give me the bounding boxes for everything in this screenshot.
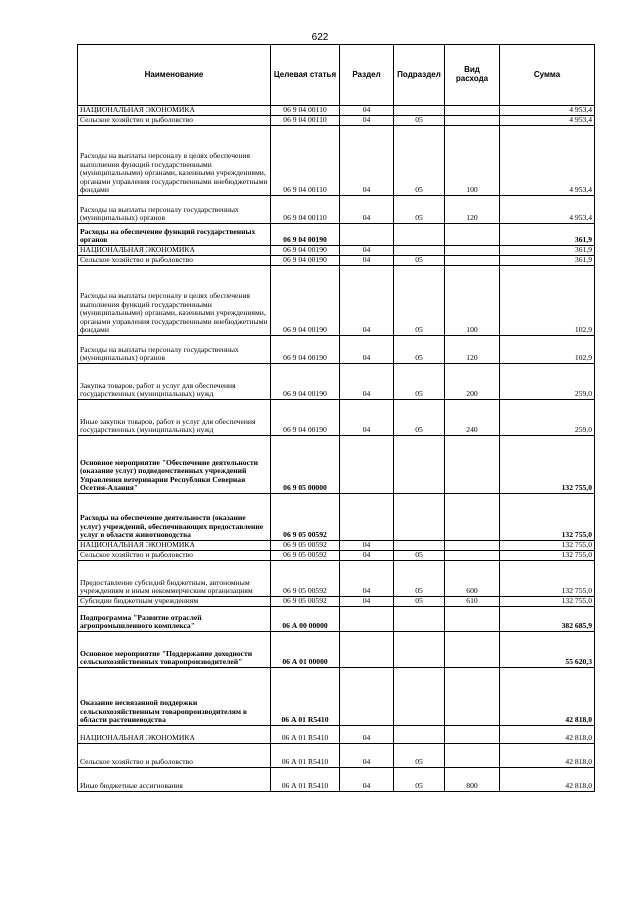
row-expense-type-cell: [445, 541, 500, 551]
row-expense-type-cell: 240: [445, 400, 500, 436]
row-name-cell: Подпрограмма "Развитие отраслей агропромышленного комплекса": [78, 607, 271, 632]
row-subsection-cell: [394, 632, 445, 668]
row-subsection-cell: [394, 106, 445, 116]
row-expense-type-cell: 600: [445, 561, 500, 597]
row-section-cell: 04: [340, 744, 394, 768]
header-row: [78, 45, 595, 106]
row-expense-type-cell: [445, 106, 500, 116]
row-expense-type-cell: 610: [445, 597, 500, 607]
row-name-cell: Расходы на выплаты персоналу в целях обеспечения выполнения функций государственными (муниципальными) органами, казенными учреждениями, органами управления государственными внебюджетными фондами: [78, 266, 271, 336]
row-section-cell: 04: [340, 400, 394, 436]
row-code-cell: 06 9 04 00190: [271, 256, 340, 266]
row-expense-type-cell: 100: [445, 126, 500, 196]
table-row: [78, 561, 595, 597]
table-row: [78, 726, 595, 744]
row-name-cell: Оказание несвязанной поддержки сельскохозяйственным товаропроизводителям в области растениеводства: [78, 668, 271, 726]
row-name-cell: Субсидии бюджетным учреждениям: [78, 597, 271, 607]
table-row: [78, 336, 595, 364]
row-expense-type-cell: [445, 256, 500, 266]
row-sum-cell: 42 818,0: [500, 768, 595, 792]
row-subsection-cell: 05: [394, 364, 445, 400]
row-expense-type-cell: [445, 668, 500, 726]
column-header-name: Наименование: [78, 45, 271, 106]
row-section-cell: 04: [340, 196, 394, 224]
row-expense-type-cell: 800: [445, 768, 500, 792]
row-subsection-cell: [394, 436, 445, 494]
row-expense-type-cell: [445, 632, 500, 668]
row-sum-cell: 361,9: [500, 246, 595, 256]
row-subsection-cell: [394, 246, 445, 256]
row-sum-cell: 132 755,0: [500, 436, 595, 494]
row-name-cell: НАЦИОНАЛЬНАЯ ЭКОНОМИКА: [78, 541, 271, 551]
row-section-cell: 04: [340, 551, 394, 561]
row-sum-cell: 259,0: [500, 364, 595, 400]
row-section-cell: 04: [340, 768, 394, 792]
row-code-cell: 06 9 05 00000: [271, 436, 340, 494]
row-subsection-cell: [394, 726, 445, 744]
row-sum-cell: 132 755,0: [500, 494, 595, 541]
row-name-cell: НАЦИОНАЛЬНАЯ ЭКОНОМИКА: [78, 106, 271, 116]
row-code-cell: 06 А 01 R5410: [271, 744, 340, 768]
row-section-cell: 04: [340, 541, 394, 551]
table-row: [78, 106, 595, 116]
table-row: [78, 551, 595, 561]
row-sum-cell: 132 755,0: [500, 551, 595, 561]
row-section-cell: [340, 632, 394, 668]
row-subsection-cell: 05: [394, 744, 445, 768]
row-subsection-cell: 05: [394, 266, 445, 336]
row-expense-type-cell: 200: [445, 364, 500, 400]
row-section-cell: 04: [340, 256, 394, 266]
row-name-cell: Иные закупки товаров, работ и услуг для обеспечения государственных (муниципальных) нужд: [78, 400, 271, 436]
row-code-cell: 06 9 04 00190: [271, 364, 340, 400]
row-name-cell: Расходы на выплаты персоналу в целях обеспечения выполнения функций государственными (муниципальными) органами, казенными учреждениями, органами управления государственными внебюджетными фондами: [78, 126, 271, 196]
row-sum-cell: 102,9: [500, 266, 595, 336]
table-row: [78, 224, 595, 246]
row-sum-cell: 382 685,9: [500, 607, 595, 632]
row-section-cell: [340, 607, 394, 632]
row-subsection-cell: 05: [394, 400, 445, 436]
row-subsection-cell: 05: [394, 561, 445, 597]
table-row: [78, 116, 595, 126]
row-subsection-cell: 05: [394, 116, 445, 126]
row-code-cell: 06 9 05 00592: [271, 551, 340, 561]
budget-table: [77, 44, 595, 792]
row-code-cell: 06 9 04 00110: [271, 106, 340, 116]
row-subsection-cell: 05: [394, 196, 445, 224]
table-row: [78, 436, 595, 494]
row-subsection-cell: 05: [394, 551, 445, 561]
row-sum-cell: 102,9: [500, 336, 595, 364]
table-row: [78, 494, 595, 541]
row-code-cell: 06 9 05 00592: [271, 561, 340, 597]
table-row: [78, 744, 595, 768]
row-section-cell: 04: [340, 126, 394, 196]
column-header-subsection: Подраздел: [394, 45, 445, 106]
row-name-cell: Иные бюджетные ассигнования: [78, 768, 271, 792]
row-sum-cell: 132 755,0: [500, 561, 595, 597]
row-expense-type-cell: [445, 436, 500, 494]
row-sum-cell: 4 953,4: [500, 126, 595, 196]
table-row: [78, 266, 595, 336]
row-subsection-cell: 05: [394, 336, 445, 364]
row-expense-type-cell: [445, 246, 500, 256]
row-name-cell: Основное мероприятие "Обеспечение деятельности (оказание услуг) подведомственных учреждений Управления ветеринарии Республики Северная Осетия-Алания": [78, 436, 271, 494]
row-subsection-cell: 05: [394, 256, 445, 266]
table-row: [78, 364, 595, 400]
row-name-cell: Сельское хозяйство и рыболовство: [78, 744, 271, 768]
row-name-cell: Предоставление субсидий бюджетным, автономным учреждениям и иным некоммерческим организациям: [78, 561, 271, 597]
row-code-cell: 06 9 04 00190: [271, 246, 340, 256]
table-row: [78, 126, 595, 196]
row-name-cell: Сельское хозяйство и рыболовство: [78, 256, 271, 266]
row-expense-type-cell: [445, 551, 500, 561]
row-code-cell: 06 А 00 00000: [271, 607, 340, 632]
row-code-cell: 06 9 04 00110: [271, 116, 340, 126]
table-row: [78, 196, 595, 224]
row-expense-type-cell: 120: [445, 336, 500, 364]
row-name-cell: НАЦИОНАЛЬНАЯ ЭКОНОМИКА: [78, 726, 271, 744]
row-sum-cell: 4 953,4: [500, 116, 595, 126]
column-header-section: Раздел: [340, 45, 394, 106]
row-section-cell: 04: [340, 597, 394, 607]
table-row: [78, 256, 595, 266]
row-expense-type-cell: [445, 726, 500, 744]
table-row: [78, 607, 595, 632]
row-code-cell: 06 9 05 00592: [271, 597, 340, 607]
table-row: [78, 632, 595, 668]
row-name-cell: Расходы на обеспечение функций государственных органов: [78, 224, 271, 246]
row-section-cell: 04: [340, 364, 394, 400]
row-sum-cell: 259,0: [500, 400, 595, 436]
row-code-cell: 06 9 04 00110: [271, 196, 340, 224]
row-name-cell: Закупка товаров, работ и услуг для обеспечения государственных (муниципальных) нужд: [78, 364, 271, 400]
table-row: [78, 597, 595, 607]
row-subsection-cell: [394, 494, 445, 541]
row-code-cell: 06 9 04 00190: [271, 266, 340, 336]
row-section-cell: [340, 494, 394, 541]
row-subsection-cell: [394, 541, 445, 551]
row-code-cell: 06 9 04 00190: [271, 336, 340, 364]
row-section-cell: 04: [340, 726, 394, 744]
row-name-cell: Расходы на выплаты персоналу государственных (муниципальных) органов: [78, 336, 271, 364]
row-sum-cell: 361,9: [500, 256, 595, 266]
row-name-cell: Расходы на выплаты персоналу государственных (муниципальных) органов: [78, 196, 271, 224]
column-header-sum: Сумма: [500, 45, 595, 106]
row-section-cell: 04: [340, 116, 394, 126]
row-code-cell: 06 9 04 00110: [271, 126, 340, 196]
row-expense-type-cell: [445, 744, 500, 768]
row-subsection-cell: 05: [394, 597, 445, 607]
row-sum-cell: 132 755,0: [500, 597, 595, 607]
row-expense-type-cell: [445, 607, 500, 632]
row-name-cell: Сельское хозяйство и рыболовство: [78, 551, 271, 561]
table-row: [78, 668, 595, 726]
row-sum-cell: 361,9: [500, 224, 595, 246]
row-code-cell: 06 9 05 00592: [271, 541, 340, 551]
row-section-cell: [340, 436, 394, 494]
page-number: 622: [311, 32, 329, 43]
row-subsection-cell: [394, 607, 445, 632]
row-code-cell: 06 9 05 00592: [271, 494, 340, 541]
row-subsection-cell: 05: [394, 768, 445, 792]
row-code-cell: 06 9 04 00190: [271, 400, 340, 436]
row-expense-type-cell: [445, 116, 500, 126]
column-header-expense-type: Вид расхода: [445, 45, 500, 106]
row-code-cell: 06 А 01 00000: [271, 632, 340, 668]
row-name-cell: Основное мероприятие "Поддержание доходности сельскохозяйственных товаропроизводителей": [78, 632, 271, 668]
row-sum-cell: 4 953,4: [500, 106, 595, 116]
table-row: [78, 400, 595, 436]
row-expense-type-cell: 120: [445, 196, 500, 224]
row-name-cell: НАЦИОНАЛЬНАЯ ЭКОНОМИКА: [78, 246, 271, 256]
row-expense-type-cell: 100: [445, 266, 500, 336]
row-section-cell: 04: [340, 336, 394, 364]
row-section-cell: 04: [340, 246, 394, 256]
table-row: [78, 768, 595, 792]
row-section-cell: 04: [340, 266, 394, 336]
row-sum-cell: 42 818,0: [500, 744, 595, 768]
row-code-cell: 06 9 04 00190: [271, 224, 340, 246]
row-name-cell: Расходы на обеспечение деятельности (оказание услуг) учреждений, обеспечивающих предоставление услуг в области животноводства: [78, 494, 271, 541]
row-subsection-cell: [394, 668, 445, 726]
row-expense-type-cell: [445, 224, 500, 246]
row-sum-cell: 4 953,4: [500, 196, 595, 224]
column-header-code: Целевая статья: [271, 45, 340, 106]
row-code-cell: 06 А 01 R5410: [271, 726, 340, 744]
table-row: [78, 541, 595, 551]
row-section-cell: 04: [340, 106, 394, 116]
row-sum-cell: 42 818,0: [500, 726, 595, 744]
row-section-cell: [340, 668, 394, 726]
row-expense-type-cell: [445, 494, 500, 541]
table-row: [78, 246, 595, 256]
row-section-cell: 04: [340, 561, 394, 597]
row-subsection-cell: 05: [394, 126, 445, 196]
row-sum-cell: 55 620,3: [500, 632, 595, 668]
row-sum-cell: 42 818,0: [500, 668, 595, 726]
row-sum-cell: 132 755,0: [500, 541, 595, 551]
row-code-cell: 06 А 01 R5410: [271, 668, 340, 726]
row-section-cell: [340, 224, 394, 246]
row-name-cell: Сельское хозяйство и рыболовство: [78, 116, 271, 126]
row-code-cell: 06 А 01 R5410: [271, 768, 340, 792]
row-subsection-cell: [394, 224, 445, 246]
